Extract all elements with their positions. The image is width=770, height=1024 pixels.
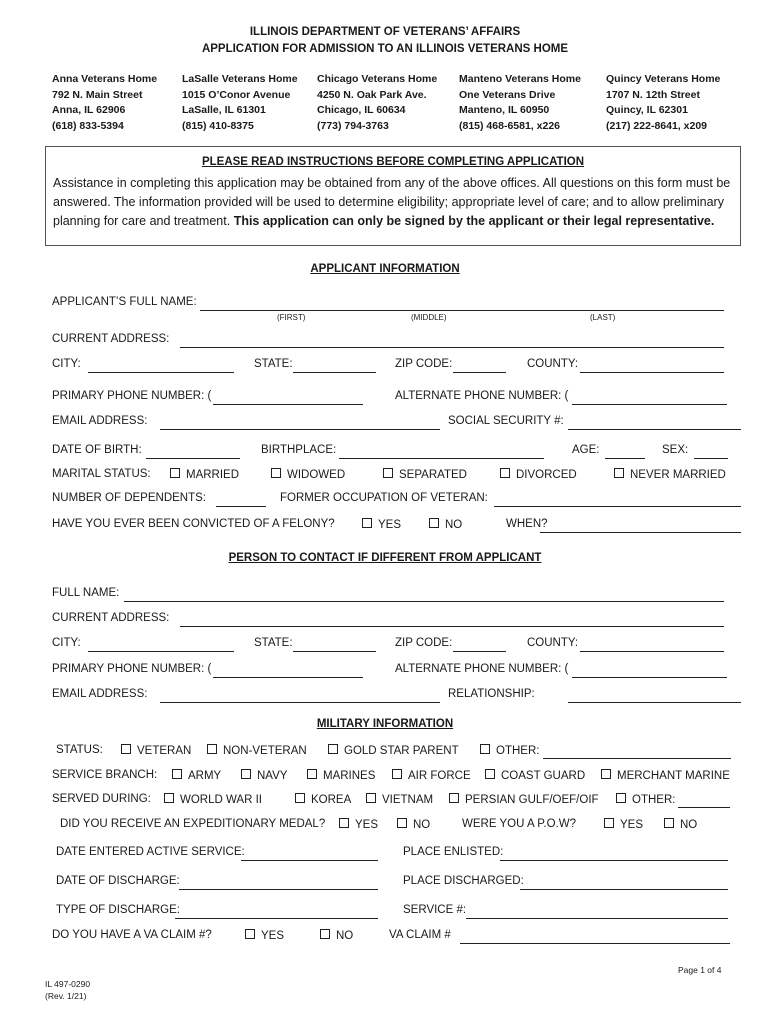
medal-yes-option[interactable] bbox=[339, 818, 378, 831]
veteran-label: VETERAN bbox=[137, 745, 192, 757]
first-caption: (FIRST) bbox=[277, 313, 306, 322]
checkbox-icon[interactable] bbox=[170, 468, 180, 478]
discharge-type-label: TYPE OF DISCHARGE: bbox=[56, 904, 180, 916]
office-city: Quincy, IL 62301 bbox=[606, 104, 688, 116]
pow-label: WERE YOU A P.O.W? bbox=[462, 818, 576, 830]
checkbox-icon[interactable] bbox=[614, 468, 624, 478]
never-married-option[interactable] bbox=[614, 468, 726, 481]
vietnam-option[interactable] bbox=[366, 793, 433, 806]
checkbox-icon[interactable] bbox=[164, 793, 174, 803]
service-number-field[interactable] bbox=[466, 906, 728, 919]
applicant-zip-label: ZIP CODE: bbox=[395, 358, 453, 370]
checkbox-icon[interactable] bbox=[604, 818, 614, 828]
checkbox-icon[interactable] bbox=[383, 468, 393, 478]
checkbox-icon[interactable] bbox=[121, 744, 131, 754]
place-enlisted-field[interactable] bbox=[500, 848, 728, 861]
checkbox-icon[interactable] bbox=[485, 769, 495, 779]
date-entered-label: DATE ENTERED ACTIVE SERVICE: bbox=[56, 846, 245, 858]
office-city: Chicago, IL 60634 bbox=[317, 104, 406, 116]
office-lasalle bbox=[182, 72, 298, 134]
served-other-option[interactable] bbox=[616, 793, 675, 806]
checkbox-icon[interactable] bbox=[392, 769, 402, 779]
discharge-date-field[interactable] bbox=[179, 877, 378, 890]
place-discharged-label: PLACE DISCHARGED: bbox=[403, 875, 524, 887]
no-label: NO bbox=[445, 519, 463, 531]
contact-city-label: CITY: bbox=[52, 637, 81, 649]
checkbox-icon[interactable] bbox=[320, 929, 330, 939]
medal-label: DID YOU RECEIVE AN EXPEDITIONARY MEDAL? bbox=[60, 818, 326, 830]
office-street: 792 N. Main Street bbox=[52, 88, 143, 101]
merchant-marine-label: MERCHANT MARINE bbox=[617, 770, 730, 782]
applicant-age-field[interactable] bbox=[605, 446, 645, 459]
department-title: ILLINOIS DEPARTMENT OF VETERANS’ AFFAIRS bbox=[249, 26, 521, 38]
contact-primary-phone-field[interactable] bbox=[213, 665, 363, 678]
applicant-state-field[interactable] bbox=[293, 360, 376, 373]
office-street: One Veterans Drive bbox=[459, 88, 556, 101]
office-name: Anna Veterans Home bbox=[52, 73, 158, 85]
dependents-field[interactable] bbox=[216, 494, 266, 507]
applicant-primary-phone-field[interactable] bbox=[213, 392, 363, 405]
gold-star-label: GOLD STAR PARENT bbox=[344, 745, 459, 757]
felony-when-field[interactable] bbox=[540, 520, 741, 533]
veteran-option[interactable] bbox=[121, 744, 191, 757]
applicant-address-label: CURRENT ADDRESS: bbox=[52, 333, 170, 345]
checkbox-icon[interactable] bbox=[245, 929, 255, 939]
divorced-label: DIVORCED bbox=[516, 469, 577, 481]
checkbox-icon[interactable] bbox=[339, 818, 349, 828]
dependents-label: NUMBER OF DEPENDENTS: bbox=[52, 492, 206, 504]
office-name: Quincy Veterans Home bbox=[606, 73, 721, 85]
contact-county-field[interactable] bbox=[580, 639, 724, 652]
checkbox-icon[interactable] bbox=[271, 468, 281, 478]
army-option[interactable] bbox=[172, 769, 221, 782]
checkbox-icon[interactable] bbox=[480, 744, 490, 754]
office-phone: (618) 833-5394 bbox=[52, 119, 124, 132]
office-phone: (815) 468-6581, x226 bbox=[459, 119, 560, 132]
navy-option[interactable] bbox=[241, 769, 287, 782]
status-label: STATUS: bbox=[56, 744, 103, 756]
status-other-option[interactable] bbox=[480, 744, 539, 757]
pow-yes-option[interactable] bbox=[604, 818, 643, 831]
applicant-ssn-field[interactable] bbox=[568, 417, 741, 430]
navy-label: NAVY bbox=[257, 770, 288, 782]
contact-name-label: FULL NAME: bbox=[52, 587, 120, 599]
form-title: APPLICATION FOR ADMISSION TO AN ILLINOIS VETERANS HOME bbox=[201, 43, 569, 55]
yes-label: YES bbox=[261, 930, 285, 942]
office-chicago bbox=[317, 72, 437, 134]
va-claim-label: VA CLAIM # bbox=[389, 929, 451, 941]
never-married-label: NEVER MARRIED bbox=[630, 469, 726, 481]
place-discharged-field[interactable] bbox=[520, 877, 728, 890]
no-label: NO bbox=[680, 819, 698, 831]
marines-label: MARINES bbox=[323, 770, 376, 782]
checkbox-icon[interactable] bbox=[307, 769, 317, 779]
korea-label: KOREA bbox=[311, 794, 352, 806]
widowed-option[interactable] bbox=[271, 468, 345, 481]
checkbox-icon[interactable] bbox=[500, 468, 510, 478]
served-other-label: OTHER: bbox=[632, 794, 676, 806]
occupation-field[interactable] bbox=[494, 494, 741, 507]
office-anna bbox=[52, 72, 157, 134]
merchant-marine-option[interactable] bbox=[601, 769, 730, 782]
divorced-option[interactable] bbox=[500, 468, 577, 481]
applicant-zip-field[interactable] bbox=[453, 360, 506, 373]
non-veteran-label: NON-VETERAN bbox=[223, 745, 307, 757]
felony-yes-option[interactable] bbox=[362, 518, 401, 531]
applicant-birthplace-label: BIRTHPLACE: bbox=[261, 444, 337, 456]
contact-city-field[interactable] bbox=[88, 639, 234, 652]
applicant-alt-phone-label: ALTERNATE PHONE NUMBER: ( bbox=[395, 390, 569, 402]
applicant-primary-phone-label: PRIMARY PHONE NUMBER: ( bbox=[52, 390, 212, 402]
office-manteno bbox=[459, 72, 581, 134]
no-label: NO bbox=[413, 819, 431, 831]
applicant-name-field[interactable] bbox=[200, 298, 724, 311]
office-name: Chicago Veterans Home bbox=[317, 73, 438, 85]
office-name: Manteno Veterans Home bbox=[459, 73, 581, 85]
occupation-label: FORMER OCCUPATION OF VETERAN: bbox=[280, 492, 488, 504]
applicant-dob-field[interactable] bbox=[146, 446, 240, 459]
marines-option[interactable] bbox=[307, 769, 375, 782]
office-phone: (217) 222-8641, x209 bbox=[606, 119, 707, 132]
checkbox-icon[interactable] bbox=[241, 769, 251, 779]
no-label: NO bbox=[336, 930, 354, 942]
instructions-text bbox=[53, 174, 737, 231]
checkbox-icon[interactable] bbox=[366, 793, 376, 803]
form-id bbox=[45, 978, 90, 1002]
checkbox-icon[interactable] bbox=[172, 769, 182, 779]
office-phone: (815) 410-8375 bbox=[182, 119, 254, 132]
felony-label: HAVE YOU EVER BEEN CONVICTED OF A FELONY? bbox=[52, 518, 335, 530]
contact-relationship-label: RELATIONSHIP: bbox=[448, 688, 535, 700]
applicant-alt-phone-field[interactable] bbox=[572, 392, 727, 405]
discharge-type-field[interactable] bbox=[175, 906, 378, 919]
place-enlisted-label: PLACE ENLISTED: bbox=[403, 846, 504, 858]
instructions-body: Assistance in completing this application may be obtained from any of the above offices. All questions on this form must be answered. The information provided will be used to determine eligibility; appropriate level of care; and to allow preliminary planning for care and treatment. bbox=[53, 176, 731, 228]
va-claim-question: DO YOU HAVE A VA CLAIM #? bbox=[52, 929, 212, 941]
felony-no-option[interactable] bbox=[429, 518, 462, 531]
vietnam-label: VIETNAM bbox=[382, 794, 434, 806]
contact-state-field[interactable] bbox=[293, 639, 376, 652]
checkbox-icon[interactable] bbox=[328, 744, 338, 754]
applicant-ssn-label: SOCIAL SECURITY #: bbox=[448, 415, 564, 427]
checkbox-icon[interactable] bbox=[664, 818, 674, 828]
contact-state-label: STATE: bbox=[254, 637, 293, 649]
applicant-sex-field[interactable] bbox=[694, 446, 728, 459]
contact-alt-phone-label: ALTERNATE PHONE NUMBER: ( bbox=[395, 663, 569, 675]
branch-label: SERVICE BRANCH: bbox=[52, 769, 158, 781]
applicant-state-label: STATE: bbox=[254, 358, 293, 370]
contact-address-label: CURRENT ADDRESS: bbox=[52, 612, 170, 624]
yes-label: YES bbox=[355, 819, 379, 831]
served-other-field[interactable] bbox=[678, 795, 730, 808]
applicant-email-field[interactable] bbox=[160, 417, 440, 430]
marital-status-label: MARITAL STATUS: bbox=[52, 468, 151, 480]
applicant-county-label: COUNTY: bbox=[527, 358, 579, 370]
air-force-label: AIR FORCE bbox=[408, 770, 471, 782]
checkbox-icon[interactable] bbox=[295, 793, 305, 803]
korea-option[interactable] bbox=[295, 793, 351, 806]
service-number-label: SERVICE #: bbox=[403, 904, 467, 916]
checkbox-icon[interactable] bbox=[207, 744, 217, 754]
middle-caption: (MIDDLE) bbox=[411, 313, 447, 322]
applicant-email-label: EMAIL ADDRESS: bbox=[52, 415, 148, 427]
checkbox-icon[interactable] bbox=[616, 793, 626, 803]
applicant-city-label: CITY: bbox=[52, 358, 81, 370]
non-veteran-option[interactable] bbox=[207, 744, 307, 757]
applicant-city-field[interactable] bbox=[88, 360, 234, 373]
office-street: 1015 O’Conor Avenue bbox=[182, 88, 291, 101]
office-city: LaSalle, IL 61301 bbox=[182, 104, 266, 116]
yes-label: YES bbox=[620, 819, 644, 831]
contact-zip-field[interactable] bbox=[453, 639, 506, 652]
applicant-name-label: APPLICANT’S FULL NAME: bbox=[52, 296, 197, 308]
ww2-option[interactable] bbox=[164, 793, 262, 806]
status-other-field[interactable] bbox=[543, 746, 731, 759]
married-option[interactable] bbox=[170, 468, 239, 481]
page-number: Page 1 of 4 bbox=[678, 965, 722, 975]
checkbox-icon[interactable] bbox=[362, 518, 372, 528]
form-number: IL 497-0290 bbox=[45, 979, 91, 989]
form-revision: (Rev. 1/21) bbox=[45, 991, 87, 1001]
ww2-label: WORLD WAR II bbox=[180, 794, 262, 806]
applicant-age-label: AGE: bbox=[572, 444, 600, 456]
coast-guard-label: COAST GUARD bbox=[501, 770, 586, 782]
instructions-title: PLEASE READ INSTRUCTIONS BEFORE COMPLETING APPLICATION bbox=[201, 156, 585, 168]
applicant-county-field[interactable] bbox=[580, 360, 724, 373]
felony-when-label: WHEN? bbox=[506, 518, 548, 530]
office-street: 4250 N. Oak Park Ave. bbox=[317, 88, 427, 101]
instructions-signature-note: This application can only be signed by the applicant or their legal representative. bbox=[233, 214, 715, 228]
separated-option[interactable] bbox=[383, 468, 467, 481]
va-claim-field[interactable] bbox=[460, 931, 730, 944]
coast-guard-option[interactable] bbox=[485, 769, 585, 782]
contact-alt-phone-field[interactable] bbox=[572, 665, 727, 678]
office-street: 1707 N. 12th Street bbox=[606, 88, 700, 101]
instructions-box bbox=[45, 146, 741, 246]
pow-no-option[interactable] bbox=[664, 818, 697, 831]
applicant-birthplace-field[interactable] bbox=[339, 446, 544, 459]
discharge-date-label: DATE OF DISCHARGE: bbox=[56, 875, 180, 887]
contact-county-label: COUNTY: bbox=[527, 637, 579, 649]
office-city: Anna, IL 62906 bbox=[52, 104, 126, 116]
air-force-option[interactable] bbox=[392, 769, 471, 782]
medal-no-option[interactable] bbox=[397, 818, 430, 831]
checkbox-icon[interactable] bbox=[449, 793, 459, 803]
married-label: MARRIED bbox=[186, 469, 240, 481]
checkbox-icon[interactable] bbox=[397, 818, 407, 828]
yes-label: YES bbox=[378, 519, 402, 531]
applicant-section-title: APPLICANT INFORMATION bbox=[310, 263, 460, 275]
contact-section-title: PERSON TO CONTACT IF DIFFERENT FROM APPLICANT bbox=[228, 552, 542, 564]
persian-gulf-option[interactable] bbox=[449, 793, 599, 806]
widowed-label: WIDOWED bbox=[287, 469, 346, 481]
contact-primary-phone-label: PRIMARY PHONE NUMBER: ( bbox=[52, 663, 212, 675]
contact-email-field[interactable] bbox=[160, 690, 440, 703]
army-label: ARMY bbox=[188, 770, 222, 782]
contact-zip-label: ZIP CODE: bbox=[395, 637, 453, 649]
separated-label: SEPARATED bbox=[399, 469, 467, 481]
va-claim-no-option[interactable] bbox=[320, 929, 353, 942]
office-phone: (773) 794-3763 bbox=[317, 119, 389, 132]
contact-email-label: EMAIL ADDRESS: bbox=[52, 688, 148, 700]
contact-name-field[interactable] bbox=[124, 589, 724, 602]
military-section-title: MILITARY INFORMATION bbox=[316, 718, 454, 730]
checkbox-icon[interactable] bbox=[601, 769, 611, 779]
last-caption: (LAST) bbox=[590, 313, 616, 322]
applicant-dob-label: DATE OF BIRTH: bbox=[52, 444, 142, 456]
applicant-address-field[interactable] bbox=[180, 335, 724, 348]
office-name: LaSalle Veterans Home bbox=[182, 73, 298, 85]
gold-star-option[interactable] bbox=[328, 744, 459, 757]
persian-gulf-label: PERSIAN GULF/OEF/OIF bbox=[465, 794, 599, 806]
contact-address-field[interactable] bbox=[180, 614, 724, 627]
va-claim-yes-option[interactable] bbox=[245, 929, 284, 942]
checkbox-icon[interactable] bbox=[429, 518, 439, 528]
office-city: Manteno, IL 60950 bbox=[459, 104, 550, 116]
contact-relationship-field[interactable] bbox=[568, 690, 741, 703]
served-during-label: SERVED DURING: bbox=[52, 793, 151, 805]
applicant-sex-label: SEX: bbox=[662, 444, 689, 456]
date-entered-field[interactable] bbox=[241, 848, 378, 861]
status-other-label: OTHER: bbox=[496, 745, 540, 757]
office-quincy bbox=[606, 72, 720, 134]
